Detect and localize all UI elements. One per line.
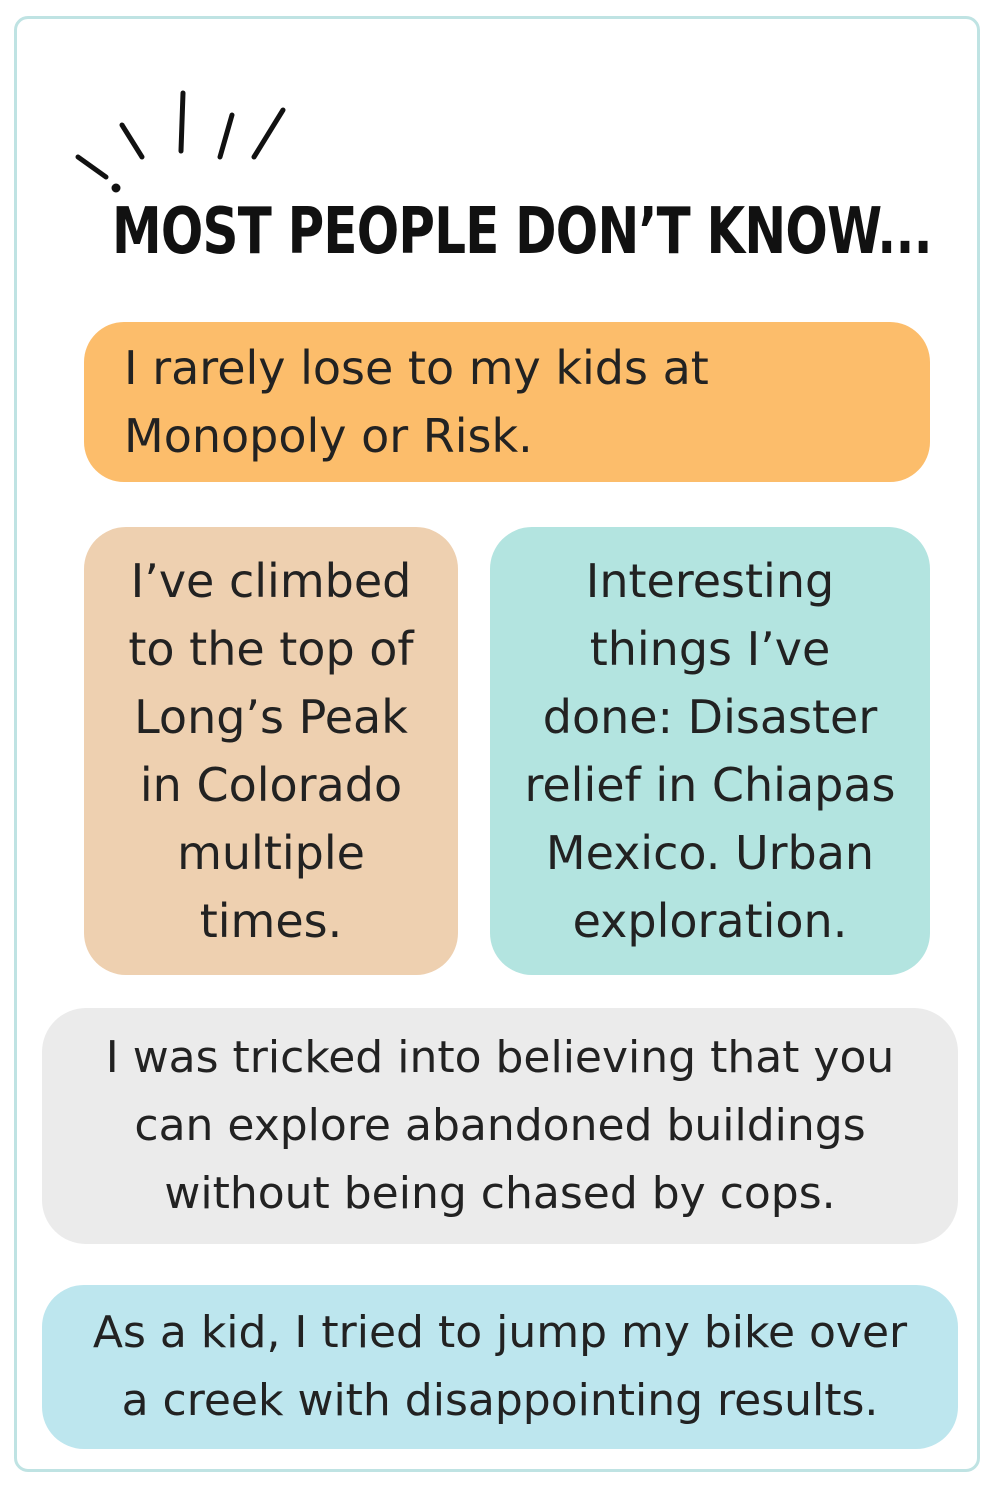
fact-card-abandoned-buildings	[42, 1008, 958, 1244]
fact-card-monopoly	[84, 322, 930, 482]
fact-text: I rarely lose to my kids at Monopoly or Risk.	[124, 341, 709, 463]
fact-text: I’ve climbed to the top of Long’s Peak in Colorado multiple times.	[128, 554, 414, 948]
fact-text: As a kid, I tried to jump my bike over a creek with disappointing results.	[92, 1307, 908, 1426]
page-title: MOST PEOPLE DON’T KNOW...	[112, 195, 932, 269]
fact-text: Interesting things I’ve done: Disaster relief in Chiapas Mexico. Urban exploration.	[524, 554, 896, 948]
fact-card-bike-jump	[42, 1285, 958, 1449]
fact-card-interesting-things	[490, 527, 930, 975]
fact-card-longs-peak	[84, 527, 458, 975]
fact-text: I was tricked into believing that you can explore abandoned buildings without being chased by cops.	[105, 1032, 895, 1219]
